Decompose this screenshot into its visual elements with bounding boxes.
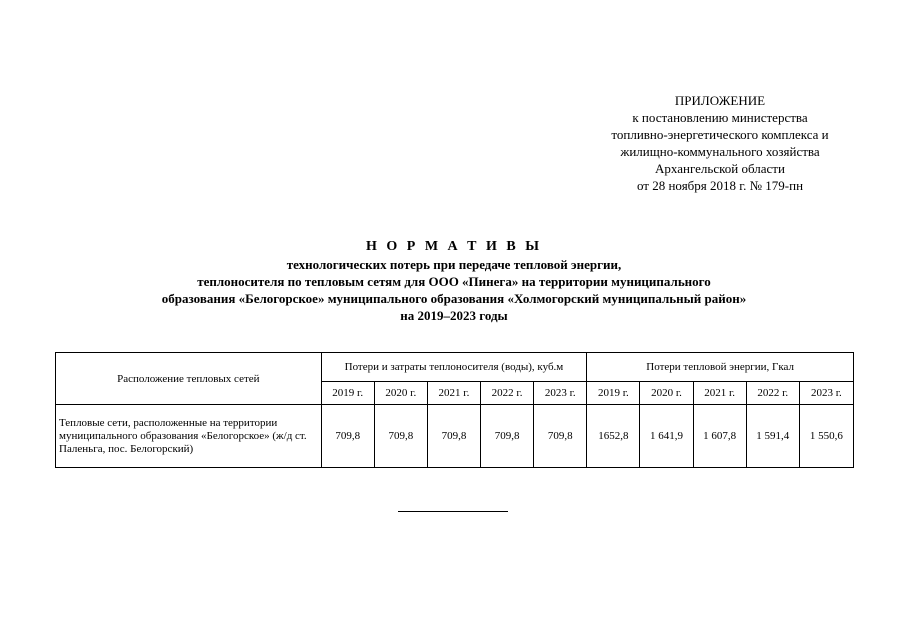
year-header: 2019 г. <box>321 382 374 405</box>
year-header: 2021 г. <box>693 382 746 405</box>
year-header: 2021 г. <box>427 382 480 405</box>
location-column-header: Расположение тепловых сетей <box>56 353 322 405</box>
heat-loss-cell: 1 591,4 <box>746 405 799 468</box>
appendix-line: жилищно-коммунального хозяйства <box>620 144 820 159</box>
document-heading <box>55 238 853 324</box>
subtitle-line: теплоносителя по тепловым сетям для ООО «Пинега» на территории муниципального <box>197 274 711 289</box>
heat-loss-cell: 1 641,9 <box>640 405 693 468</box>
water-loss-cell: 709,8 <box>321 405 374 468</box>
appendix-block <box>560 92 880 194</box>
subtitle-line: образования «Белогорское» муниципального образования «Холмогорский муниципальный район» <box>161 291 747 306</box>
subtitle-period: на 2019–2023 годы <box>400 308 508 323</box>
appendix-date: от 28 ноября 2018 г. № 179-пн <box>636 178 804 193</box>
water-loss-cell: 709,8 <box>374 405 427 468</box>
water-loss-cell: 709,8 <box>427 405 480 468</box>
subtitle-line: технологических потерь при передаче тепловой энергии, <box>286 257 622 272</box>
year-header: 2020 г. <box>640 382 693 405</box>
year-header: 2023 г. <box>799 382 853 405</box>
appendix-line: к постановлению министерства <box>632 110 808 125</box>
water-loss-group-header: Потери и затраты теплоносителя (воды), куб.м <box>321 353 587 382</box>
heat-loss-cell: 1652,8 <box>587 405 640 468</box>
year-header: 2020 г. <box>374 382 427 405</box>
water-loss-cell: 709,8 <box>534 405 587 468</box>
year-header: 2019 г. <box>587 382 640 405</box>
appendix-line: Архангельской области <box>655 161 785 176</box>
table-row <box>56 405 854 468</box>
norms-table <box>55 352 854 468</box>
end-divider <box>398 511 508 512</box>
heat-loss-cell: 1 607,8 <box>693 405 746 468</box>
year-header: 2022 г. <box>481 382 534 405</box>
heat-loss-group-header: Потери тепловой энергии, Гкал <box>587 353 854 382</box>
year-header: 2022 г. <box>746 382 799 405</box>
location-cell: Тепловые сети, расположенные на территории муниципального образования «Белогорское» (ж/д ст. Паленьга, пос. Белогорский) <box>56 405 322 468</box>
year-header: 2023 г. <box>534 382 587 405</box>
heat-loss-cell: 1 550,6 <box>799 405 853 468</box>
document-title: Н О Р М А Т И В Ы <box>366 239 542 254</box>
appendix-title: ПРИЛОЖЕНИЕ <box>674 93 766 108</box>
water-loss-cell: 709,8 <box>481 405 534 468</box>
appendix-line: топливно-энергетического комплекса и <box>611 127 829 142</box>
